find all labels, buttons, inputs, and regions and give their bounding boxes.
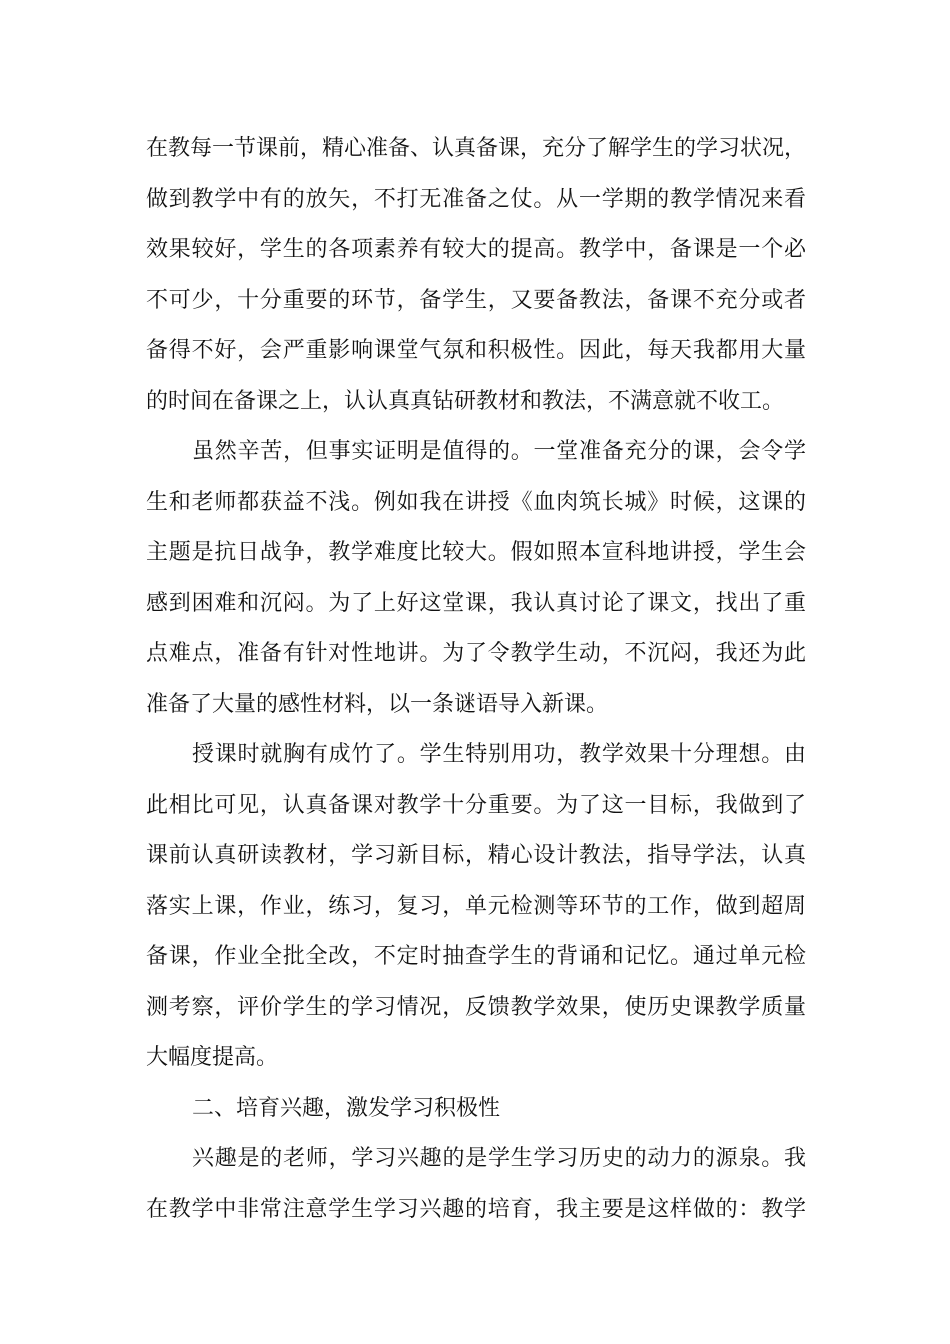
text-line: 不可少，十分重要的环节，备学生，又要备教法，备课不充分或者 — [146, 287, 806, 313]
text-line: 课前认真研读教材，学习新目标，精心设计教法，指导学法，认真 — [146, 843, 806, 868]
text-line: 授课时就胸有成竹了。学生特别用功，教学效果十分理想。由 — [192, 742, 806, 767]
text-line: 大幅度提高。 — [146, 1045, 279, 1070]
text-line: 在教每一节课前，精心准备、认真备课，充分了解学生的学习状况， — [146, 136, 807, 161]
text-line: 做到教学中有的放矢，不打无准备之仗。从一学期的教学情况来看 — [146, 186, 806, 212]
text-line: 效果较好，学生的各项素养有较大的提高。教学中，备课是一个必 — [146, 237, 806, 262]
text-line: 的时间在备课之上，认认真真钻研教材和教法，不满意就不收工。 — [146, 388, 785, 414]
text-line: 备得不好，会严重影响课堂气氛和积极性。因此，每天我都用大量 — [146, 338, 806, 363]
text-line: 点难点，准备有针对性地讲。为了令教学生动，不沉闷，我还为此 — [146, 641, 806, 666]
text-line: 生和老师都获益不浅。例如我在讲授《血肉筑长城》时候，这课的 — [146, 489, 806, 515]
text-line: 准备了大量的感性材料，以一条谜语导入新课。 — [146, 691, 609, 717]
text-line: 兴趣是的老师，学习兴趣的是学生学习历史的动力的源泉。我 — [192, 1146, 806, 1171]
text-line: 测考察，评价学生的学习情况，反馈教学效果，使历史课教学质量 — [146, 994, 806, 1020]
text-line: 虽然辛苦，但事实证明是值得的。一堂准备充分的课，会令学 — [192, 439, 806, 464]
text-line: 此相比可见，认真备课对教学十分重要。为了这一目标，我做到了 — [146, 792, 806, 818]
text-line: 感到困难和沉闷。为了上好这堂课，我认真讨论了课文，找出了重 — [146, 590, 806, 616]
text-line: 落实上课，作业，练习，复习，单元检测等环节的工作，做到超周 — [146, 893, 806, 919]
text-line: 二、培育兴趣，激发学习积极性 — [192, 1095, 501, 1121]
document-body — [146, 124, 806, 1235]
text-line: 在教学中非常注意学生学习兴趣的培育，我主要是这样做的：教学 — [146, 1196, 806, 1222]
text-line: 备课，作业全批全改，不定时抽查学生的背诵和记忆。通过单元检 — [146, 944, 806, 969]
text-line: 主题是抗日战争，教学难度比较大。假如照本宣科地讲授，学生会 — [146, 540, 806, 565]
